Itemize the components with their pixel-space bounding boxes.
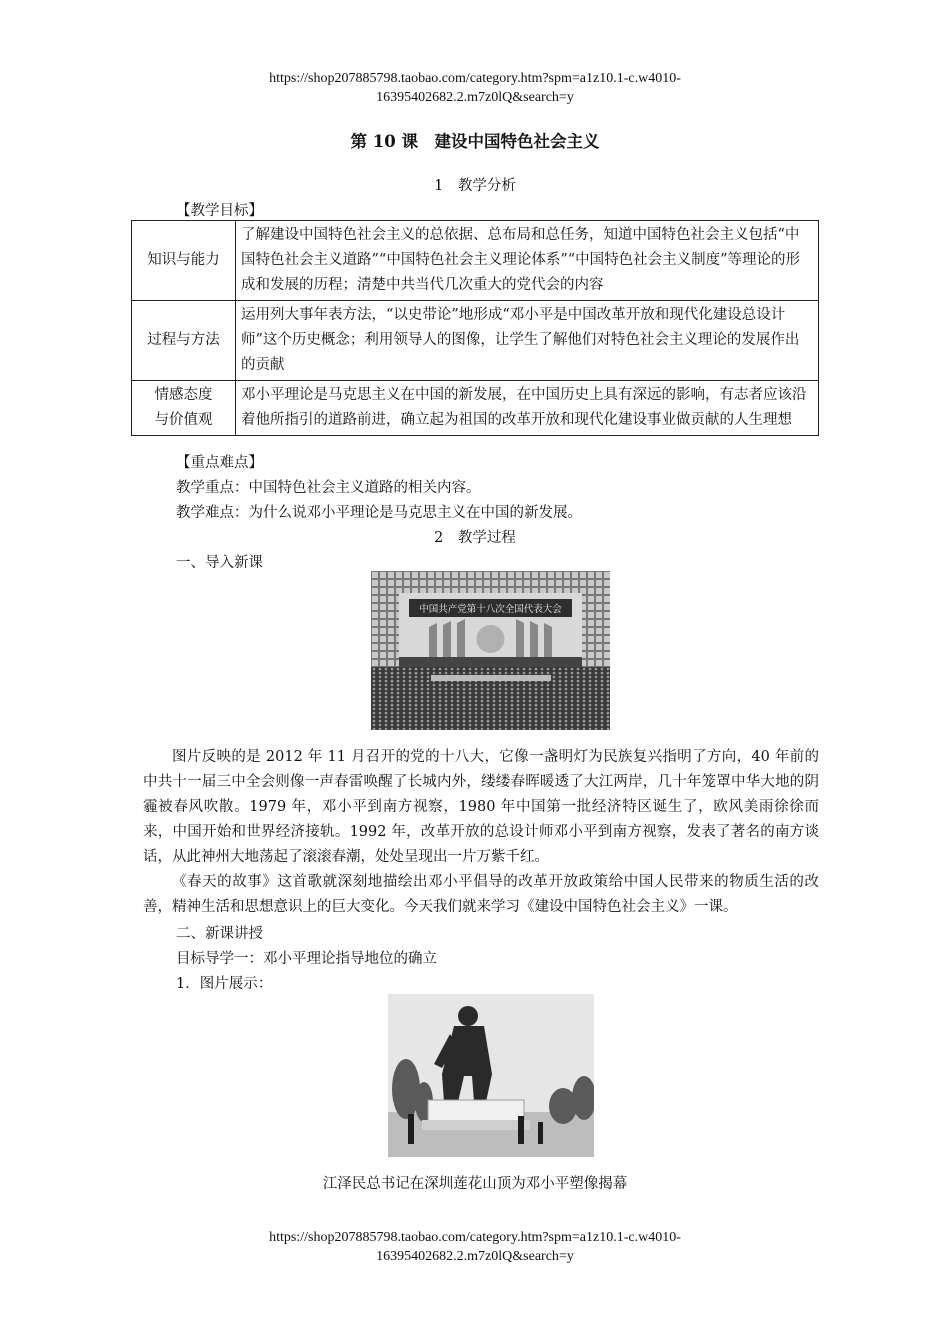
page-title: 第 10 课 建设中国特色社会主义 <box>350 132 600 151</box>
objective-text: 了解建设中国特色社会主义的总依据、总布局和总任务，知道中国特色社会主义包括“中国特色社会主义道路”“中国特色社会主义理论体系”“中国特色社会主义制度”等理论的形成和发展的历程；清楚中共当代几次重大的党代会的内容 <box>236 221 819 301</box>
photo-caption: 江泽民总书记在深圳莲花山顶为邓小平塑像揭幕 <box>322 1176 628 1192</box>
objective-text: 邓小平理论是马克思主义在中国的新发展，在中国历史上具有深远的影响，有志者应该沿着他所指引的道路前进，确立起为祖国的改革开放和现代化建设事业做贡献的人生理想 <box>236 381 819 436</box>
part1-heading: 一、导入新课 <box>176 555 263 571</box>
emblem-icon <box>477 625 505 653</box>
table-row <box>132 301 819 381</box>
congress-hall-photo <box>371 571 610 730</box>
footer-url-line2: 16395402682.2.m7z0lQ&search=y <box>376 1249 574 1264</box>
intro-paragraph-2: 《春天的故事》这首歌就深刻地描绘出邓小平倡导的改革开放政策给中国人民带来的物质生活的改善，精神生活和思想意识上的巨大变化。今天我们就来学习《建设中国特色社会主义》一课。 <box>143 874 819 915</box>
part2-heading: 二、新课讲授 <box>176 926 263 942</box>
footer-url <box>0 1228 950 1266</box>
header-url-line1: https://shop207885798.taobao.com/category.htm?spm=a1z10.1-c.w4010- <box>269 71 681 86</box>
congress-banner-text: 中国共产党第十八次全国代表大会 <box>419 604 562 615</box>
footer-url-line1: https://shop207885798.taobao.com/category.htm?spm=a1z10.1-c.w4010- <box>269 1230 681 1245</box>
table-row <box>132 381 819 436</box>
goal1-heading: 目标导学一：邓小平理论指导地位的确立 <box>176 951 437 967</box>
objective-key <box>132 381 236 436</box>
objective-text: 运用列大事年表方法，“以史带论”地形成“邓小平是中国改革开放和现代化建设总设计师”这个历史概念；利用领导人的图像，让学生了解他们对特色社会主义理论的发展作出的贡献 <box>236 301 819 381</box>
objective-key-line2: 与价值观 <box>154 412 213 428</box>
objectives-table <box>131 220 819 436</box>
statue-unveiling-photo <box>388 994 594 1157</box>
section1-heading: 1 教学分析 <box>434 178 516 194</box>
section2-heading: 2 教学过程 <box>434 530 516 546</box>
key-point: 教学重点：中国特色社会主义道路的相关内容。 <box>176 480 481 496</box>
objective-key: 过程与方法 <box>132 301 236 381</box>
difficulty: 教学难点：为什么说邓小平理论是马克思主义在中国的新发展。 <box>176 505 582 521</box>
objective-key-line1: 情感态度 <box>154 387 213 403</box>
objective-key: 知识与能力 <box>132 221 236 301</box>
key-points-label: 【重点难点】 <box>176 455 263 471</box>
header-url-line2: 16395402682.2.m7z0lQ&search=y <box>376 90 574 105</box>
objectives-label: 【教学目标】 <box>176 203 263 219</box>
header-url <box>0 69 950 107</box>
table-row <box>132 221 819 301</box>
item1-heading: 1．图片展示： <box>176 976 273 992</box>
intro-paragraph-1: 图片反映的是 2012 年 11 月召开的党的十八大，它像一盏明灯为民族复兴指明了方向，40 年前的中共十一届三中全会则像一声春雷唤醒了长城内外，缕缕春晖暖透了大江两岸，几十年笼罩中华大地的阴霾被春风吹散。1979 年，邓小平到南方视察，1980 年中国第一批经济特区诞生了，欧风美雨徐徐而来，中国开始和世界经济接轨。1992 年，改革开放的总设计师邓小平到南方视察，发表了著名的南方谈话，从此神州大地荡起了滚滚春潮，处处呈现出一片万紫千红。 <box>143 749 819 865</box>
